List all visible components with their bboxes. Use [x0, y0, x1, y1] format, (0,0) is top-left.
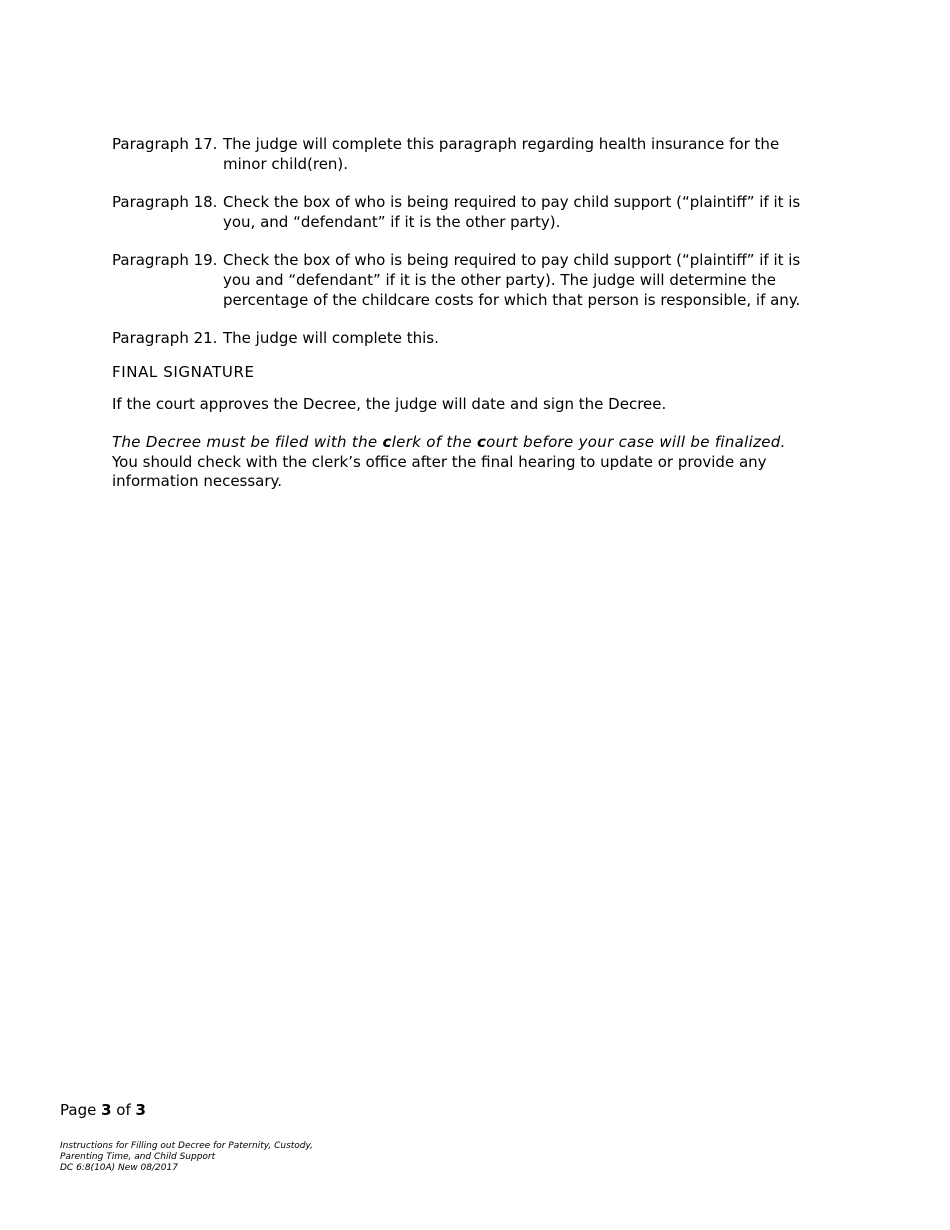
paragraph-label: Paragraph 19. — [112, 251, 218, 270]
page-number — [60, 1100, 146, 1120]
paragraph-18-instruction — [112, 193, 802, 232]
paragraph-label: Paragraph 18. — [112, 193, 218, 212]
approval-text: If the court approves the Decree, the judge will date and sign the Decree. — [112, 395, 667, 414]
filing-notice-bold-letter: c — [382, 432, 392, 451]
filing-notice-part: The Decree must be filed with the — [112, 432, 383, 451]
paragraph-label: Paragraph 21. — [112, 329, 218, 348]
filing-notice-part: ourt before your case will be finalized. — [486, 432, 786, 451]
filing-notice-italic — [112, 433, 786, 451]
page-number-separator: of — [111, 1101, 136, 1119]
paragraph-19-instruction — [112, 251, 802, 310]
followup-text: You should check with the clerk’s office after the final hearing to update or provide any information necessary. — [112, 452, 767, 491]
footer-line: Parenting Time, and Child Support — [60, 1152, 216, 1162]
paragraph-text: Check the box of who is being required to pay child support (“plaintiff” if it is you and “defendant” if it is the other party). The judge will determine the percentage of the childcare costs for which that person is responsible, if any. — [223, 251, 801, 309]
paragraph-21-instruction — [112, 329, 802, 349]
form-footer — [60, 1141, 313, 1174]
paragraph-17-instruction — [112, 135, 802, 174]
page-number-total: 3 — [135, 1101, 146, 1119]
page-number-current: 3 — [101, 1101, 112, 1119]
footer-line: Instructions for Filling out Decree for Paternity, Custody, — [60, 1141, 314, 1151]
paragraph-text: The judge will complete this. — [223, 329, 439, 348]
page-number-prefix: Page — [60, 1101, 102, 1119]
footer-form-id: DC 6:8(10A) New 08/2017 — [60, 1163, 178, 1173]
paragraph-label: Paragraph 17. — [112, 135, 218, 153]
filing-notice-part: lerk of the — [391, 432, 477, 451]
paragraph-text: Check the box of who is being required to pay child support (“plaintiff” if it is you, and “defendant” if it is the other party). — [223, 193, 801, 231]
paragraph-text: The judge will complete this paragraph regarding health insurance for the minor child(ren). — [223, 135, 780, 173]
document-body — [112, 135, 802, 492]
final-signature-heading: FINAL SIGNATURE — [112, 362, 255, 381]
filing-notice-bold-letter: c — [476, 432, 487, 451]
filing-notice — [112, 433, 802, 492]
